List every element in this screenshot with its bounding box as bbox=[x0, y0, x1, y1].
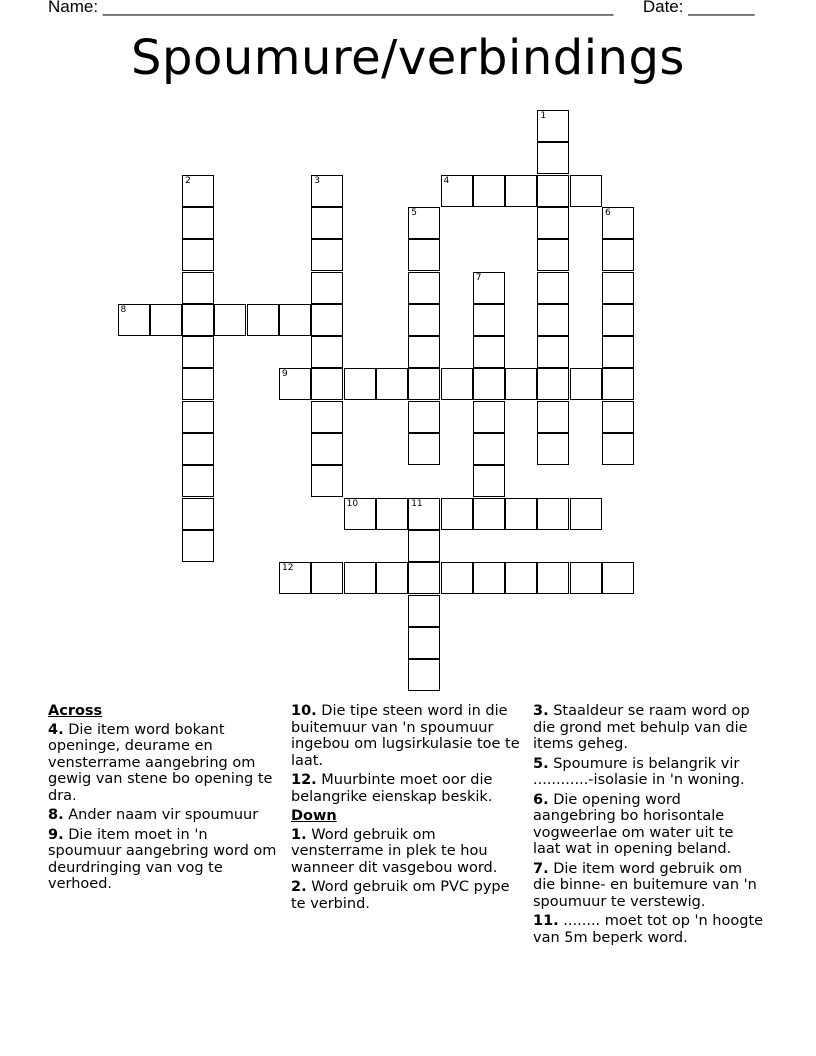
grid-cell[interactable] bbox=[279, 368, 311, 400]
grid-cell[interactable] bbox=[570, 562, 602, 594]
grid-cell[interactable] bbox=[408, 595, 440, 627]
grid-cell[interactable] bbox=[537, 207, 569, 239]
cell-number: 9 bbox=[282, 369, 288, 380]
cell-number: 10 bbox=[346, 498, 359, 509]
clue-column-3 bbox=[533, 703, 765, 949]
clue-text: Ander naam vir spoumuur bbox=[63, 807, 259, 823]
grid-cell[interactable] bbox=[408, 401, 440, 433]
clue-item bbox=[533, 756, 765, 789]
grid-cell[interactable] bbox=[311, 239, 343, 271]
clue-item bbox=[533, 913, 765, 946]
clue-number: 2. bbox=[291, 879, 307, 895]
clue-number: 6. bbox=[533, 791, 549, 808]
grid-cell[interactable] bbox=[408, 498, 440, 530]
grid-cell[interactable] bbox=[602, 272, 634, 304]
clue-number: 9. bbox=[48, 826, 64, 843]
grid-cell[interactable] bbox=[505, 175, 537, 207]
clue-number: 4. bbox=[48, 721, 64, 738]
grid-cell[interactable] bbox=[214, 304, 246, 336]
grid-cell[interactable] bbox=[570, 498, 602, 530]
grid-cell[interactable] bbox=[441, 175, 473, 207]
grid-cell[interactable] bbox=[408, 304, 440, 336]
grid-cell[interactable] bbox=[570, 175, 602, 207]
clue-item bbox=[291, 879, 523, 912]
grid-cell[interactable] bbox=[311, 465, 343, 497]
grid-cell[interactable] bbox=[182, 336, 214, 368]
grid-cell[interactable] bbox=[537, 498, 569, 530]
cell-number: 2 bbox=[185, 175, 191, 186]
grid-cell[interactable] bbox=[473, 368, 505, 400]
grid-cell[interactable] bbox=[311, 562, 343, 594]
grid-cell[interactable] bbox=[537, 336, 569, 368]
grid-cell[interactable] bbox=[537, 239, 569, 271]
grid-cell[interactable] bbox=[537, 562, 569, 594]
grid-cell[interactable] bbox=[182, 304, 214, 336]
grid-cell[interactable] bbox=[408, 433, 440, 465]
grid-cell[interactable] bbox=[182, 272, 214, 304]
grid-cell[interactable] bbox=[602, 433, 634, 465]
grid-cell[interactable] bbox=[473, 401, 505, 433]
clue-text: Spoumure is belangrik vir ............-isolasie in 'n woning. bbox=[533, 755, 745, 788]
clue-number: 8. bbox=[48, 807, 64, 823]
cell-number: 1 bbox=[540, 111, 547, 121]
grid-cell[interactable] bbox=[311, 304, 343, 336]
grid-cell[interactable] bbox=[441, 562, 473, 594]
grid-cell[interactable] bbox=[182, 175, 214, 207]
clue-item bbox=[48, 827, 280, 893]
clue-number: 12. bbox=[291, 772, 317, 788]
clue-item bbox=[533, 861, 765, 911]
grid-cell[interactable] bbox=[473, 175, 505, 207]
grid-cell[interactable] bbox=[311, 272, 343, 304]
name-label: Name: bbox=[48, 0, 99, 16]
grid-cell[interactable] bbox=[182, 368, 214, 400]
clue-text: Die opening word aangebring bo horisontale vogweerlae om water uit te laat wat in opening beland. bbox=[533, 791, 734, 857]
clue-column-2 bbox=[291, 703, 523, 915]
clues-heading-down: Down bbox=[291, 808, 337, 824]
grid-cell[interactable] bbox=[537, 272, 569, 304]
grid-cell[interactable] bbox=[408, 530, 440, 562]
grid-cell[interactable] bbox=[537, 401, 569, 433]
grid-cell[interactable] bbox=[376, 498, 408, 530]
clue-number: 10. bbox=[291, 703, 317, 719]
grid-cell[interactable] bbox=[408, 336, 440, 368]
grid-cell[interactable] bbox=[408, 659, 440, 691]
grid-cell[interactable] bbox=[182, 498, 214, 530]
clue-text: Staaldeur se raam word op die grond met behulp van die items geheg. bbox=[533, 703, 750, 752]
cell-number: 6 bbox=[605, 207, 611, 218]
grid-cell[interactable] bbox=[344, 368, 376, 400]
grid-cell[interactable] bbox=[473, 498, 505, 530]
clue-number: 3. bbox=[533, 703, 549, 719]
grid-cell[interactable] bbox=[344, 498, 376, 530]
grid-cell[interactable] bbox=[376, 368, 408, 400]
grid-cell[interactable] bbox=[182, 401, 214, 433]
grid-cell[interactable] bbox=[441, 498, 473, 530]
grid-cell[interactable] bbox=[441, 368, 473, 400]
grid-cell[interactable] bbox=[408, 272, 440, 304]
cell-number: 5 bbox=[411, 207, 417, 218]
clue-text: ........ moet tot op 'n hoogte van 5m beperk word. bbox=[533, 913, 764, 946]
grid-cell[interactable] bbox=[473, 304, 505, 336]
cell-number: 3 bbox=[314, 175, 321, 186]
cell-number: 11 bbox=[411, 498, 423, 509]
grid-cell[interactable] bbox=[182, 207, 214, 239]
grid-cell[interactable] bbox=[537, 304, 569, 336]
date-blank[interactable]: _______ bbox=[688, 0, 755, 16]
grid-cell[interactable] bbox=[118, 304, 150, 336]
clue-item bbox=[48, 722, 280, 805]
grid-cell[interactable] bbox=[150, 304, 182, 336]
grid-cell[interactable] bbox=[311, 207, 343, 239]
clue-text: Die item word bokant openinge, deurame en vensterrame aangebring om gewig van stene bo opening te dra. bbox=[48, 721, 273, 804]
clue-item bbox=[533, 792, 765, 858]
grid-cell[interactable] bbox=[473, 272, 505, 304]
grid-cell[interactable] bbox=[537, 368, 569, 400]
grid-cell[interactable] bbox=[505, 498, 537, 530]
grid-cell[interactable] bbox=[408, 562, 440, 594]
clue-number: 1. bbox=[291, 826, 307, 843]
cell-number: 8 bbox=[120, 304, 127, 315]
grid-cell[interactable] bbox=[311, 368, 343, 400]
grid-cell[interactable] bbox=[537, 175, 569, 207]
clues-heading-across: Across bbox=[48, 703, 103, 719]
grid-cell[interactable] bbox=[408, 368, 440, 400]
grid-cell[interactable] bbox=[473, 433, 505, 465]
grid-cell[interactable] bbox=[602, 368, 634, 400]
grid-cell[interactable] bbox=[376, 562, 408, 594]
grid-cell[interactable] bbox=[408, 627, 440, 659]
grid-cell[interactable] bbox=[311, 336, 343, 368]
cell-number: 7 bbox=[475, 272, 482, 283]
clue-text: Muurbinte moet oor die belangrike eienskap beskik. bbox=[291, 772, 493, 805]
clue-column-1 bbox=[48, 703, 280, 896]
grid-cell[interactable] bbox=[408, 207, 440, 239]
clue-number: 7. bbox=[533, 860, 549, 877]
clue-number: 5. bbox=[533, 755, 549, 772]
grid-cell[interactable] bbox=[602, 336, 634, 368]
grid-cell[interactable] bbox=[473, 465, 505, 497]
grid-cell[interactable] bbox=[602, 207, 634, 239]
grid-cell[interactable] bbox=[537, 110, 569, 142]
clue-item bbox=[291, 703, 523, 769]
grid-cell[interactable] bbox=[602, 304, 634, 336]
grid-cell[interactable] bbox=[311, 433, 343, 465]
clue-text: Word gebruik om PVC pype te verbind. bbox=[291, 879, 510, 912]
grid-cell[interactable] bbox=[473, 562, 505, 594]
grid-cell[interactable] bbox=[279, 304, 311, 336]
date-label: Date: bbox=[642, 0, 684, 16]
grid-cell[interactable] bbox=[602, 401, 634, 433]
grid-cell[interactable] bbox=[182, 239, 214, 271]
grid-cell[interactable] bbox=[537, 142, 569, 174]
grid-cell[interactable] bbox=[182, 530, 214, 562]
page-title: Spoumure/verbindings bbox=[131, 30, 685, 86]
clue-item bbox=[291, 772, 523, 805]
grid-cell[interactable] bbox=[311, 401, 343, 433]
grid-cell[interactable] bbox=[408, 239, 440, 271]
grid-cell[interactable] bbox=[602, 239, 634, 271]
grid-cell[interactable] bbox=[279, 562, 311, 594]
clue-number: 11. bbox=[533, 913, 559, 929]
clue-item bbox=[291, 827, 523, 877]
clue-text: Die item word gebruik om die binne- en buitemure van 'n spoumuur te verstewig. bbox=[533, 860, 757, 910]
cell-number: 4 bbox=[443, 175, 450, 186]
clue-item bbox=[533, 703, 765, 753]
grid-cell[interactable] bbox=[182, 433, 214, 465]
grid-cell[interactable] bbox=[344, 562, 376, 594]
grid-cell[interactable] bbox=[247, 304, 279, 336]
grid-cell[interactable] bbox=[505, 562, 537, 594]
clue-text: Word gebruik om vensterrame in plek te hou wanneer dit vasgebou word. bbox=[291, 826, 498, 876]
grid-cell[interactable] bbox=[602, 562, 634, 594]
grid-cell[interactable] bbox=[182, 465, 214, 497]
clue-text: Die tipe steen word in die buitemuur van 'n spoumuur ingebou om lugsirkulasie toe te laat. bbox=[291, 703, 520, 769]
clue-text: Die item moet in 'n spoumuur aangebring word om deurdringing van vog te verhoed. bbox=[48, 826, 277, 892]
clue-item bbox=[48, 807, 280, 824]
grid-cell[interactable] bbox=[537, 433, 569, 465]
cell-number: 12 bbox=[282, 563, 294, 574]
grid-cell[interactable] bbox=[473, 336, 505, 368]
name-blank[interactable]: ______________________________________________________ bbox=[102, 0, 614, 16]
grid-cell[interactable] bbox=[505, 368, 537, 400]
grid-cell[interactable] bbox=[570, 368, 602, 400]
grid-cell[interactable] bbox=[311, 175, 343, 207]
